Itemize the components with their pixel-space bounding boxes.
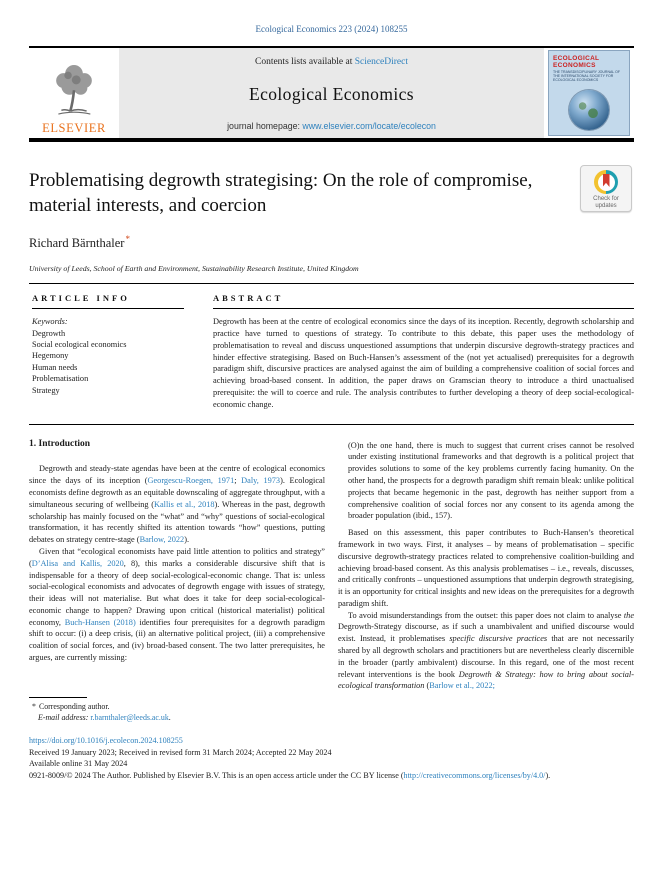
- section-heading: 1. Introduction: [29, 438, 91, 449]
- article-info-abstract-block: [29, 284, 634, 423]
- abstract-rule: [213, 308, 634, 309]
- keywords-list: [32, 328, 213, 396]
- keywords-label: Keywords:: [32, 317, 68, 327]
- crossmark-icon: [594, 170, 618, 194]
- article-title: Problematising degrowth strategising: On the role of compromise, material interests, and coercion: [29, 170, 533, 216]
- keyword-item: Degrowth: [32, 328, 66, 338]
- text-segment: (: [424, 681, 430, 691]
- text-segment: Given that “ecological economists have paid little attention to politics and strategy” (: [29, 546, 325, 568]
- journal-name: Ecological Economics: [249, 83, 414, 104]
- right-column-paragraphs: [338, 440, 634, 693]
- email-line: [29, 713, 634, 724]
- corresponding-author-note: [29, 702, 634, 713]
- check-for-updates-label: Check for updates: [593, 196, 619, 209]
- journal-citation-header: Ecological Economics 223 (2024) 108255: [255, 24, 408, 34]
- cover-title: ECOLOGICAL ECONOMICS: [553, 55, 600, 69]
- body-paragraph: [29, 546, 325, 664]
- left-column-paragraphs: [29, 463, 325, 664]
- bookmark-icon: [603, 174, 610, 187]
- available-online: Available online 31 May 2024: [29, 759, 128, 769]
- text-segment: identifies four prerequisites for a degrowth paradigm shift to occur: (i) a deep crisis, (ii) an alternative political project, (iii) a comprehensive coalition of social forces, and (iv) broad-based consent. The two latter prerequisites, he argues, are currently missing:: [29, 617, 325, 663]
- journal-cover-box: [544, 48, 634, 138]
- globe-image: [569, 90, 609, 130]
- body-columns: [29, 439, 634, 693]
- article-info-heading: ARTICLE INFO: [32, 293, 130, 304]
- author-line: [29, 234, 634, 251]
- citation-link[interactable]: Georgescu-Roegen, 1971: [147, 476, 235, 486]
- text-segment: ;: [234, 476, 242, 486]
- keyword-item: Hegemony: [32, 351, 69, 361]
- elsevier-tree-icon: [48, 62, 100, 120]
- license-prefix: 0921-8009/© 2024 The Author. Published by Elsevier B.V. This is an open access article under the CC BY license (: [29, 770, 404, 780]
- abstract-heading: ABSTRACT: [213, 293, 284, 304]
- journal-homepage-link[interactable]: www.elsevier.com/locate/ecolecon: [302, 121, 436, 131]
- sciencedirect-link[interactable]: ScienceDirect: [354, 57, 408, 67]
- keyword-item: Strategy: [32, 385, 60, 395]
- body-paragraph: [338, 527, 634, 610]
- license-suffix: ).: [545, 770, 551, 780]
- text-segment: that are not necessarily shared by all degrowth scholars and practitioners but are nevertheless clearly discernible in the broader (partly ambivalent) discourse. In this regard, one of the most recent relevant interventions is the book: [338, 634, 634, 679]
- journal-cover-thumbnail: [548, 50, 630, 136]
- text-segment: To avoid misunderstandings from the outset: this paper does not claim to analyse: [348, 610, 624, 620]
- keyword-item: Problematisation: [32, 374, 89, 384]
- author-name: Richard Bärnthaler: [29, 236, 125, 251]
- text-segment: Degrowth-Strategy discourse, as if such a unambivalent and unified discourse would exist. Instead, it problematises: [338, 622, 634, 644]
- contents-line: [127, 57, 536, 67]
- text-segment: specific discursive practices: [449, 634, 548, 644]
- corresponding-author-mark[interactable]: *: [125, 234, 130, 244]
- license-line: [29, 770, 634, 782]
- cover-subtitle: THE TRANSDISCIPLINARY JOURNAL OF THE INTERNATIONAL SOCIETY FOR ECOLOGICAL ECONOMICS: [553, 70, 620, 83]
- footnote-rule: [29, 697, 87, 698]
- keyword-item: Social ecological economics: [32, 339, 127, 349]
- homepage-line: [127, 121, 536, 131]
- text-segment: ). Ecological economists define degrowth as an equitable downscaling of aggregate throughput, with a simultaneous securing of wellbeing (: [29, 476, 325, 509]
- text-segment: Degrowth & Strategy: how to bring about social-ecological transformation: [338, 669, 634, 691]
- article-info-column: [29, 293, 213, 410]
- elsevier-logo: [29, 48, 119, 138]
- text-segment: ). Whereas in the past, degrowth scholarship has mainly focused on the “what” and “why” questions of social-ecological transformation, it has recently shifted its attention towards “how” questions, putting debates on strategy centre-stage (: [29, 499, 325, 545]
- elsevier-wordmark: ELSEVIER: [42, 121, 106, 135]
- doi-link[interactable]: https://doi.org/10.1016/j.ecolecon.2024.108255: [29, 736, 183, 746]
- footnote-star: *: [32, 702, 36, 712]
- received-dates: Received 19 January 2023; Received in revised form 31 March 2024; Accepted 22 May 2024: [29, 747, 332, 757]
- footnote-block: [29, 697, 634, 723]
- body-paragraph: [29, 463, 325, 546]
- citation-link[interactable]: Kallis et al., 2018: [153, 499, 215, 509]
- divider-rule-bottom: [29, 424, 634, 425]
- body-column-right: [338, 439, 634, 693]
- author-affiliation: University of Leeds, School of Earth and Environment, Sustainability Research Institute, United Kingdom: [29, 264, 359, 274]
- keyword-item: Human needs: [32, 362, 78, 372]
- abstract-text: Degrowth has been at the centre of ecological economics since the days of its inception. Recently, degrowth scholarship and practice have turned to questions of strategy. To contribute to this debate, this paper uses the methodology of problematisation to reveal and discuss unquestioned assumptions that underpin discursive degrowth-strategy practices and hinder effective strategising. Based on Buch-Hansen’s assessment of the (not yet actualised) prerequisites for a degrowth paradigm shift, discursive practices are analysed against the aim of building a comprehensive coalition of social forces and achieving broad-based consent. In addition, the paper draws on Gramscian theory to introduce a third unactualised prerequisite: the will to coerce and rule. The analysis contributes to further developing a theory of deep social-ecological-economic change.: [213, 317, 634, 409]
- abstract-column: [213, 293, 634, 410]
- citation-link[interactable]: D’Alisa and Kallis, 2020: [31, 558, 124, 568]
- contents-prefix: Contents lists available at: [254, 57, 355, 67]
- text-segment: , 8), this marks a considerable discursive shift that is indispensable for a theory of deep social-ecological-economic change. That is: unless social-ecological economists and advocates of degrowth engage with issues of strategy, their ideas will not materialise. But what does it take for deep social-ecological-economic change to happen? Drawing upon critical (historical materialist) political economy,: [29, 558, 325, 627]
- homepage-prefix: journal homepage:: [227, 121, 303, 131]
- body-paragraph: [338, 610, 634, 693]
- body-column-left: [29, 439, 325, 693]
- email-label: E-mail address:: [38, 712, 89, 722]
- email-link[interactable]: r.barnthaler@leeds.ac.uk: [90, 712, 169, 722]
- article-footer: [29, 735, 634, 781]
- title-block: [29, 169, 634, 218]
- journal-banner: [29, 46, 634, 142]
- check-for-updates-badge[interactable]: [580, 165, 632, 212]
- text-segment: (O)n the one hand, there is much to suggest that current crises cannot be resolved under existing institutional frameworks and that degrowth is a political project that provides solutions to some of the key problems currently facing humanity. On the other hand, the prospects for a degrowth paradigm shift remain bleak: unlike political projects that became hegemonic in the past, degrowth has neither support from a comprehensive coalition of social forces nor any consent to its agenda among the broader population (ibid., 157).: [348, 440, 634, 521]
- banner-center: [119, 48, 544, 138]
- license-link[interactable]: http://creativecommons.org/licenses/by/4.0/: [403, 770, 546, 780]
- article-info-rule: [32, 308, 184, 309]
- citation-link[interactable]: Barlow et al., 2022;: [429, 681, 495, 691]
- text-segment: Based on this assessment, this paper contributes to Buch-Hansen’s theoretical framework in two ways. First, it analyses – by means of problematisation – specific discursive degrowth-strategy practices related to comprehensive coalition-building and achieving broad-based consent. As this analysis problematises – i.e., reveals, discusses, and critically confronts – unquestioned assumptions that underpin degrowth strategising, it is an opportunity for critical insights and new ideas on the prerequisites for a degrowth paradigm shift.: [338, 528, 634, 608]
- corresponding-text: Corresponding author.: [38, 702, 110, 712]
- email-suffix: .: [168, 712, 171, 722]
- citation-link[interactable]: Daly, 1973: [241, 476, 281, 486]
- citation-link[interactable]: Barlow, 2022: [139, 535, 185, 545]
- citation-link[interactable]: Buch-Hansen (2018): [64, 617, 136, 627]
- block-quote: [348, 440, 634, 523]
- text-segment: the: [623, 610, 634, 620]
- text-segment: Degrowth and steady-state agendas have been at the centre of ecological economics since the days of its inception (: [29, 464, 325, 486]
- text-segment: ).: [184, 535, 190, 545]
